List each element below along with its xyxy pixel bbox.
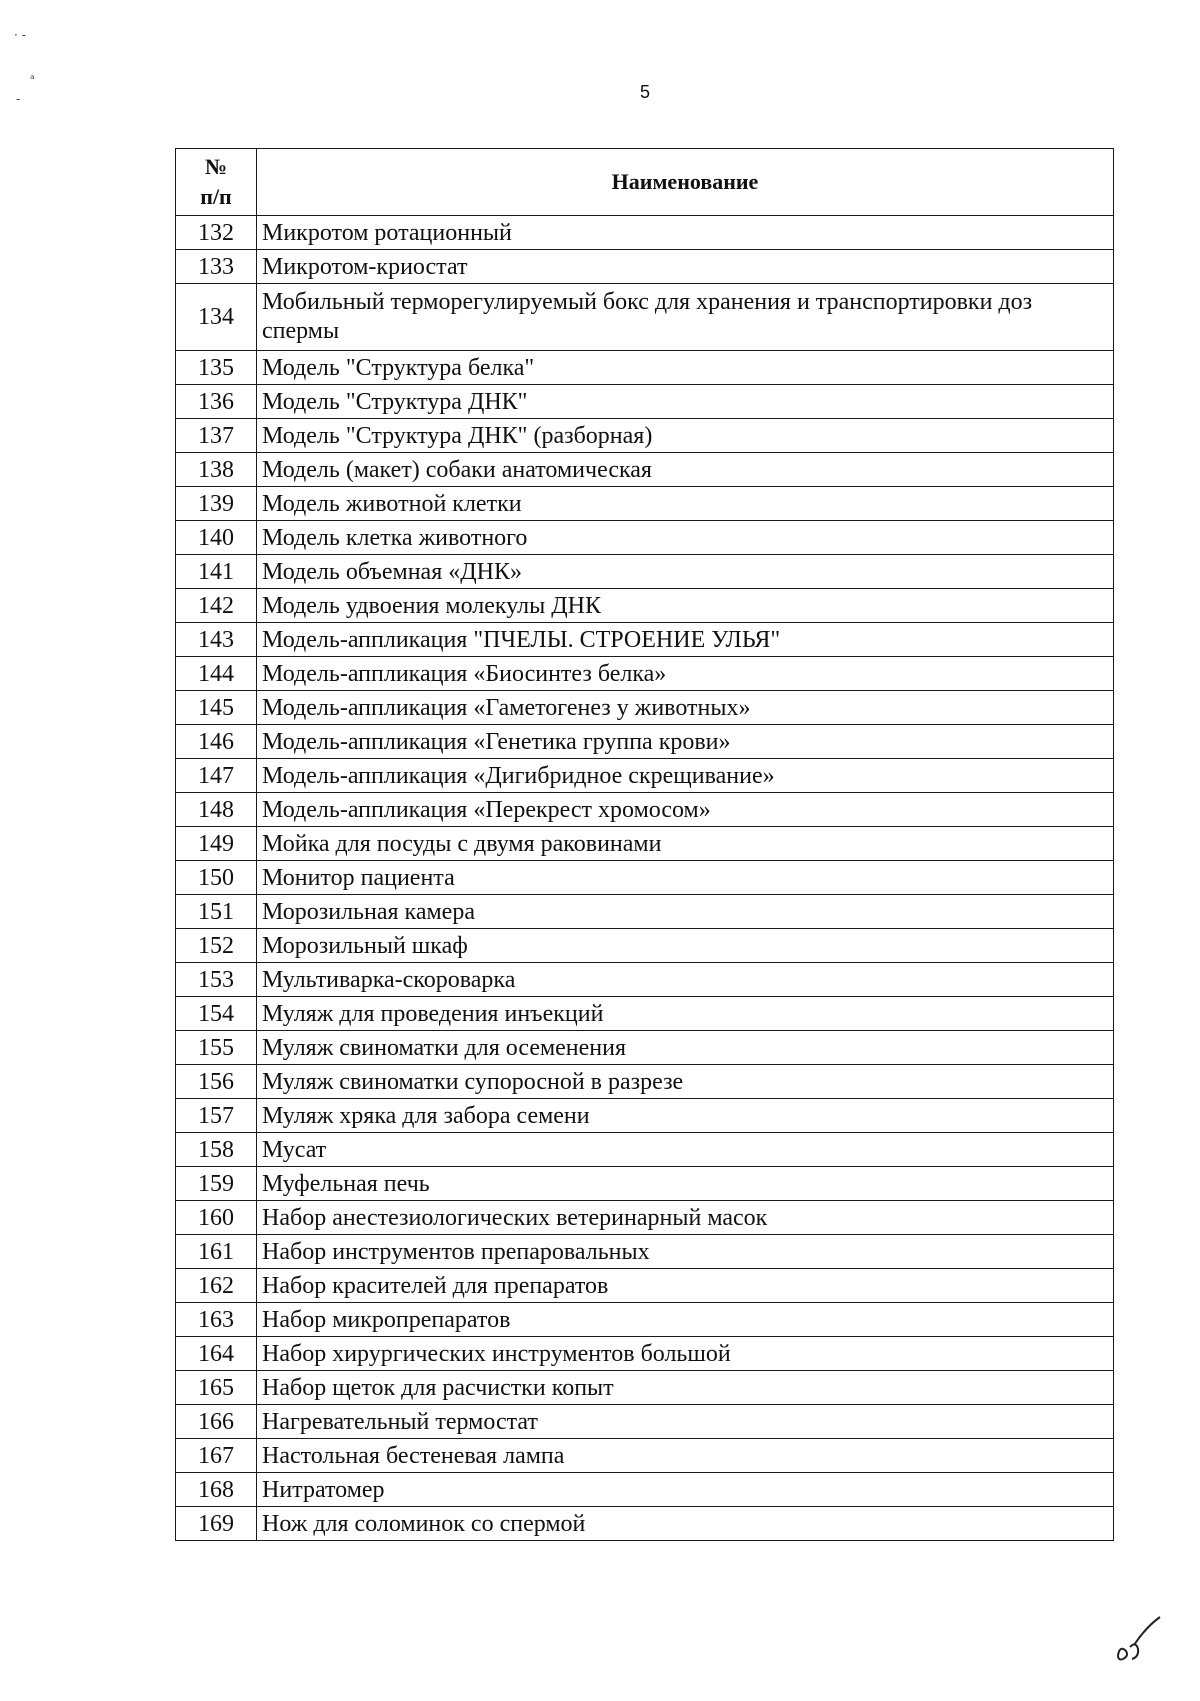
row-name: Муляж хряка для забора семени (257, 1099, 1114, 1133)
page-number: 5 (639, 82, 650, 102)
row-number: 167 (176, 1439, 257, 1473)
row-number: 161 (176, 1235, 257, 1269)
table-row (176, 623, 1114, 657)
row-name: Модель-аппликация «Перекрест хромосом» (257, 793, 1114, 827)
table-row (176, 250, 1114, 284)
row-number: 145 (176, 691, 257, 725)
table-row (176, 657, 1114, 691)
row-name: Настольная бестеневая лампа (257, 1439, 1114, 1473)
row-name: Монитор пациента (257, 861, 1114, 895)
row-number: 155 (176, 1031, 257, 1065)
table-row (176, 759, 1114, 793)
row-number: 159 (176, 1167, 257, 1201)
row-name: Нагревательный термостат (257, 1405, 1114, 1439)
equipment-table (175, 148, 1114, 1541)
table-body (176, 216, 1114, 1541)
row-name: Мультиварка-скороварка (257, 963, 1114, 997)
row-number: 139 (176, 487, 257, 521)
row-name: Муляж свиноматки супоросной в разрезе (257, 1065, 1114, 1099)
row-name: Модель "Структура белка" (257, 351, 1114, 385)
table-row (176, 793, 1114, 827)
row-number: 151 (176, 895, 257, 929)
row-number: 152 (176, 929, 257, 963)
row-name: Модель-аппликация «Генетика группа крови» (257, 725, 1114, 759)
row-name: Модель животной клетки (257, 487, 1114, 521)
row-number: 144 (176, 657, 257, 691)
row-name: Набор анестезиологических ветеринарный масок (257, 1201, 1114, 1235)
row-number: 133 (176, 250, 257, 284)
row-number: 141 (176, 555, 257, 589)
table-row (176, 487, 1114, 521)
row-number: 165 (176, 1371, 257, 1405)
row-number: 134 (176, 284, 257, 351)
row-number: 132 (176, 216, 257, 250)
table-header-row (176, 149, 1114, 216)
table-row (176, 997, 1114, 1031)
table-row (176, 861, 1114, 895)
table-row (176, 419, 1114, 453)
row-name: Набор щеток для расчистки копыт (257, 1371, 1114, 1405)
header-number (176, 149, 257, 216)
row-number: 140 (176, 521, 257, 555)
row-name: Модель (макет) собаки анатомическая (257, 453, 1114, 487)
table-row (176, 555, 1114, 589)
row-number: 160 (176, 1201, 257, 1235)
table-row (176, 827, 1114, 861)
row-number: 169 (176, 1507, 257, 1541)
row-name: Набор хирургических инструментов большой (257, 1337, 1114, 1371)
table-row (176, 1439, 1114, 1473)
row-name: Модель "Структура ДНК" (разборная) (257, 419, 1114, 453)
table-row (176, 385, 1114, 419)
row-name: Модель-аппликация «Дигибридное скрещивание» (257, 759, 1114, 793)
scan-mark: ᵃ (30, 72, 35, 86)
row-number: 148 (176, 793, 257, 827)
row-name: Муфельная печь (257, 1167, 1114, 1201)
table-row (176, 1065, 1114, 1099)
row-number: 142 (176, 589, 257, 623)
handwritten-page-mark (1106, 1611, 1166, 1671)
table-row (176, 929, 1114, 963)
row-name: Муляж для проведения инъекций (257, 997, 1114, 1031)
header-number-line1: № (204, 154, 228, 179)
table-row (176, 453, 1114, 487)
table-row (176, 1133, 1114, 1167)
row-name: Модель-аппликация «Гаметогенез у животных» (257, 691, 1114, 725)
row-number: 166 (176, 1405, 257, 1439)
row-number: 147 (176, 759, 257, 793)
table-row (176, 1201, 1114, 1235)
table-row (176, 1507, 1114, 1541)
row-number: 137 (176, 419, 257, 453)
row-name: Морозильная камера (257, 895, 1114, 929)
row-name: Набор микропрепаратов (257, 1303, 1114, 1337)
table-row (176, 1405, 1114, 1439)
row-number: 153 (176, 963, 257, 997)
table-row (176, 1099, 1114, 1133)
table-row (176, 351, 1114, 385)
row-number: 168 (176, 1473, 257, 1507)
header-number-line2: п/п (200, 184, 232, 209)
table-row (176, 895, 1114, 929)
row-number: 157 (176, 1099, 257, 1133)
table-row (176, 1269, 1114, 1303)
table-row (176, 521, 1114, 555)
table-row (176, 216, 1114, 250)
table-row (176, 1031, 1114, 1065)
row-name: Модель "Структура ДНК" (257, 385, 1114, 419)
row-name: Морозильный шкаф (257, 929, 1114, 963)
row-name: Модель-аппликация «Биосинтез белка» (257, 657, 1114, 691)
row-name: Нитратомер (257, 1473, 1114, 1507)
row-name: Мобильный терморегулируемый бокс для хранения и транспортировки доз спермы (257, 284, 1114, 351)
row-number: 150 (176, 861, 257, 895)
row-number: 156 (176, 1065, 257, 1099)
row-number: 163 (176, 1303, 257, 1337)
table-row (176, 1167, 1114, 1201)
row-number: 146 (176, 725, 257, 759)
row-name: Модель объемная «ДНК» (257, 555, 1114, 589)
row-name: Мусат (257, 1133, 1114, 1167)
row-name: Набор красителей для препаратов (257, 1269, 1114, 1303)
row-number: 135 (176, 351, 257, 385)
table-row (176, 725, 1114, 759)
row-number: 149 (176, 827, 257, 861)
scan-mark: - (16, 92, 21, 106)
table-row (176, 589, 1114, 623)
row-number: 164 (176, 1337, 257, 1371)
row-number: 154 (176, 997, 257, 1031)
row-name: Мойка для посуды с двумя раковинами (257, 827, 1114, 861)
row-name: Модель удвоения молекулы ДНК (257, 589, 1114, 623)
table-row (176, 1235, 1114, 1269)
table-row (176, 1337, 1114, 1371)
row-number: 136 (176, 385, 257, 419)
row-name: Микротом ротационный (257, 216, 1114, 250)
row-name: Нож для соломинок со спермой (257, 1507, 1114, 1541)
row-name: Модель клетка животного (257, 521, 1114, 555)
row-number: 143 (176, 623, 257, 657)
table-row (176, 284, 1114, 351)
row-number: 138 (176, 453, 257, 487)
row-name: Микротом-криостат (257, 250, 1114, 284)
row-number: 158 (176, 1133, 257, 1167)
table-row (176, 963, 1114, 997)
table-row (176, 691, 1114, 725)
row-number: 162 (176, 1269, 257, 1303)
row-name: Набор инструментов препаровальных (257, 1235, 1114, 1269)
table-row (176, 1371, 1114, 1405)
table-row (176, 1473, 1114, 1507)
table-row (176, 1303, 1114, 1337)
scan-mark: · - (14, 28, 26, 42)
header-name: Наименование (257, 149, 1114, 216)
row-name: Муляж свиноматки для осеменения (257, 1031, 1114, 1065)
row-name: Модель-аппликация "ПЧЕЛЫ. СТРОЕНИЕ УЛЬЯ" (257, 623, 1114, 657)
